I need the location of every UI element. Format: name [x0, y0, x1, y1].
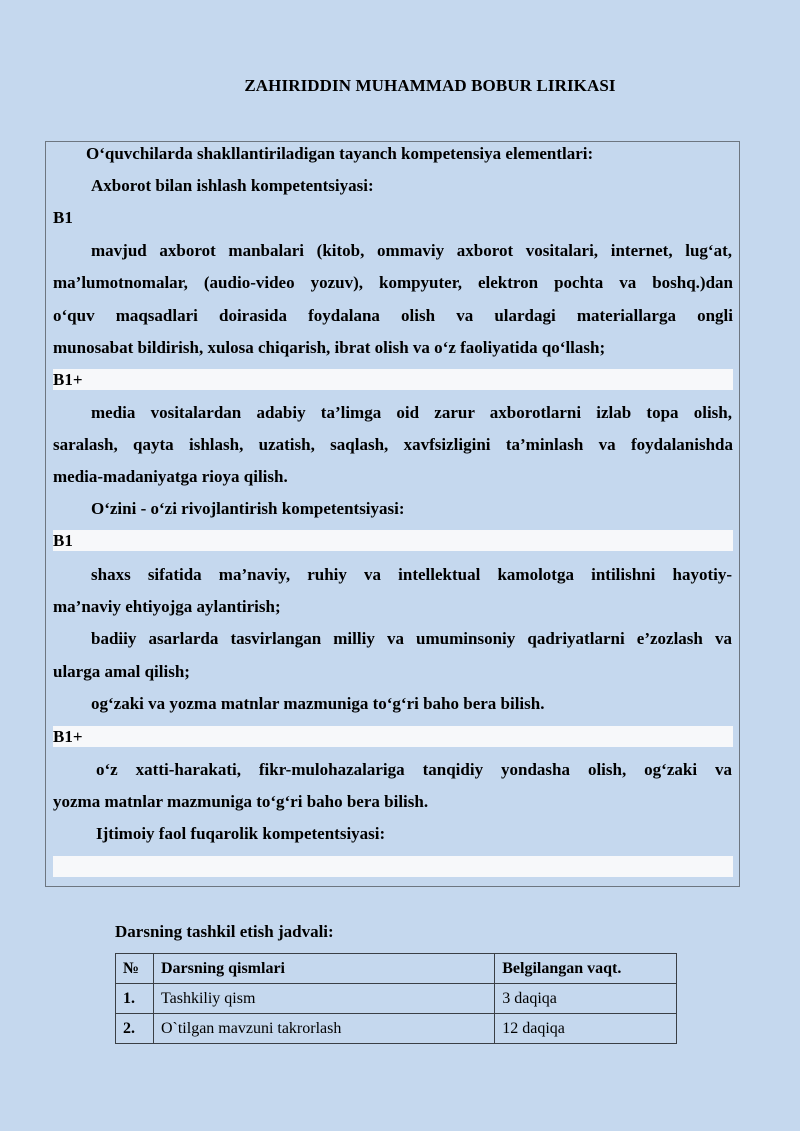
- table-header-row: [116, 954, 677, 984]
- row-number: 1.: [116, 984, 154, 1014]
- header-cell-parts: Darsning qismlari: [153, 954, 494, 984]
- paragraph-line: saralash, qayta ishlash, uzatish, saqlash, xavfsizligini ta’minlash va foydalanishda: [53, 435, 733, 454]
- row-time: 12 daqiqa: [495, 1014, 677, 1044]
- paragraph-line: ma’naviy ehtiyojga aylantirish;: [53, 597, 281, 616]
- row-number: 2.: [116, 1014, 154, 1044]
- paragraph-line: media vositalardan adabiy ta’limga oid zarur axborotlarni izlab topa olish,: [91, 403, 732, 422]
- table-row: [116, 984, 677, 1014]
- paragraph-line: og‘zaki va yozma matnlar mazmuniga to‘g‘ri baho bera bilish.: [91, 694, 545, 713]
- level-label-b1: B1: [53, 531, 73, 550]
- row-part: O`tilgan mavzuni takrorlash: [153, 1014, 494, 1044]
- schedule-table: [115, 953, 677, 1044]
- info-competency-title: Axborot bilan ishlash kompetentsiyasi:: [91, 176, 374, 195]
- paragraph-line: ma’lumotnomalar, (audio-video yozuv), kompyuter, elektron pochta va boshq.)dan: [53, 273, 733, 292]
- paragraph-line: mavjud axborot manbalari (kitob, ommaviy axborot vositalari, internet, lug‘at,: [91, 241, 732, 260]
- paragraph-line: media-madaniyatga rioya qilish.: [53, 467, 288, 486]
- level-label-b1: B1: [53, 208, 73, 227]
- paragraph-line: o‘z xatti-harakati, fikr-mulohazalariga tanqidiy yondasha olish, og‘zaki va: [96, 760, 732, 779]
- row-part: Tashkiliy qism: [153, 984, 494, 1014]
- header-cell-time: Belgilangan vaqt.: [495, 954, 677, 984]
- civic-competency-title: Ijtimoiy faol fuqarolik kompetentsiyasi:: [96, 824, 386, 843]
- paragraph-line: munosabat bildirish, xulosa chiqarish, ibrat olish va o‘z faoliyatida qo‘llash;: [53, 338, 606, 357]
- page-title: ZAHIRIDDIN MUHAMMAD BOBUR LIRIKASI: [244, 76, 616, 95]
- paragraph-line: shaxs sifatida ma’naviy, ruhiy va intellektual kamolotga intilishni hayotiy-: [91, 565, 732, 584]
- paragraph-line: yozma matnlar mazmuniga to‘g‘ri baho bera bilish.: [53, 792, 429, 811]
- self-development-title: O‘zini - o‘zi rivojlantirish kompetentsiyasi:: [91, 499, 405, 518]
- paragraph-line: ularga amal qilish;: [53, 662, 190, 681]
- schedule-title: Darsning tashkil etish jadvali:: [115, 922, 334, 941]
- level-label-b1plus: B1+: [53, 370, 83, 389]
- header-cell-number: №: [116, 954, 154, 984]
- highlight-band: [53, 856, 733, 877]
- paragraph-line: badiiy asarlarda tasvirlangan milliy va umuminsoniy qadriyatlarni e’zozlash va: [91, 629, 732, 648]
- level-label-b1plus: B1+: [53, 727, 83, 746]
- competency-heading: O‘quvchilarda shakllantiriladigan tayanch kompetensiya elementlari:: [86, 144, 594, 163]
- paragraph-line: o‘quv maqsadlari doirasida foydalana olish va ulardagi materiallarga ongli: [53, 306, 733, 325]
- table-row: [116, 1014, 677, 1044]
- row-time: 3 daqiqa: [495, 984, 677, 1014]
